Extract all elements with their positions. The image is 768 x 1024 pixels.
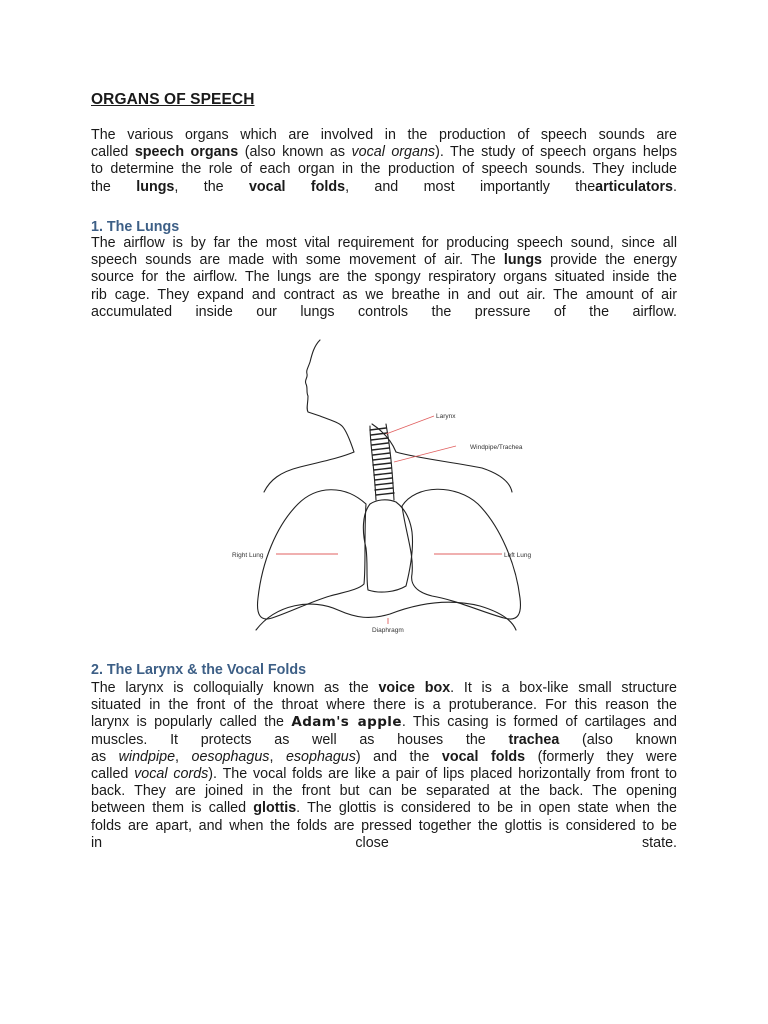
larynx-line-9: folds are apart, and when the folds are pressed together the glottis is considered to be: [91, 817, 677, 834]
lungs-line-4: rib cage. They expand and contract as we breathe in and out air. The amount of air: [91, 286, 677, 303]
label-larynx: Larynx: [436, 413, 456, 420]
term-trachea: trachea: [508, 731, 560, 748]
label-diaphragm: Diaphragm: [372, 627, 404, 634]
right-shoulder: [264, 452, 354, 492]
lungs-line-3: source for the airflow. The lungs are the spongy respiratory organs situated inside the: [91, 269, 677, 286]
label-right-lung: Right Lung: [232, 552, 264, 559]
term-vocal-organs: vocal organs: [351, 144, 436, 161]
larynx-line-3: larynx is popularly called the Adam's apple. This casing is formed of cartilages and: [91, 714, 677, 731]
section-heading-larynx: 2. The Larynx & the Vocal Folds: [91, 662, 307, 678]
larynx-line-5: as windpipe, oesophagus, esophagus) and the vocal folds (formerly they were: [91, 748, 678, 765]
larynx-line-2: situated in the front of the throat where there is a protuberance. For this reason the: [91, 697, 677, 714]
respiratory-diagram: [220, 334, 550, 644]
larynx-line-4: muscles. It protects as well as houses the trachea (also known: [91, 731, 677, 748]
term-esophagus: esophagus: [285, 748, 356, 765]
larynx-line-8: between them is called glottis. The glottis is considered to be in open state when the: [91, 800, 678, 817]
section-heading-lungs: 1. The Lungs: [91, 219, 180, 235]
label-left-lung: Left Lung: [504, 552, 532, 559]
intro-line-1: The various organs which are involved in the production of speech sounds are: [91, 127, 677, 143]
term-articulators: articulators: [595, 178, 674, 195]
left-shoulder: [396, 452, 512, 492]
larynx-paragraph: [91, 680, 677, 852]
lungs-line-1: The airflow is by far the most vital requirement for producing speech sound, since all: [91, 235, 677, 251]
intro-line-2: called speech organs (also known as vocal organs). The study of speech organs helps: [91, 144, 678, 161]
larynx-line-7: back. They are joined in the front but can be separated at the back. The opening: [91, 783, 677, 800]
page-title: ORGANS OF SPEECH: [91, 91, 255, 108]
term-vocal-cords: vocal cords: [134, 766, 209, 783]
heart: [363, 500, 412, 592]
term-adams-apple: Adam's apple: [291, 714, 402, 731]
face-profile: [305, 340, 354, 452]
term-glottis: glottis: [253, 800, 297, 817]
term-lungs-2: lungs: [503, 252, 542, 269]
lungs-line-2: speech sounds are made with some movement of air. The lungs provide the energy: [91, 252, 677, 269]
lungs-paragraph: [91, 235, 677, 321]
trachea-left: [370, 426, 376, 500]
term-lungs: lungs: [136, 178, 175, 195]
term-windpipe: windpipe: [118, 748, 176, 765]
term-speech-organs: speech organs: [134, 144, 239, 161]
lungs-line-5: accumulated inside our lungs controls the pressure of the airflow.: [91, 303, 677, 320]
larynx-line: [386, 416, 434, 434]
term-vocal-folds-2: vocal folds: [441, 748, 526, 765]
intro-line-4: the lungs, the vocal folds, and most importantly thearticulators.: [91, 178, 677, 195]
trachea-rings: [370, 428, 394, 495]
intro-paragraph: [91, 127, 677, 196]
term-voice-box: voice box: [378, 680, 451, 696]
label-trachea: Windpipe/Trachea: [470, 444, 523, 451]
term-vocal-folds: vocal folds: [248, 178, 346, 195]
intro-line-3: to determine the role of each organ in the production of speech sounds. They include: [91, 161, 677, 178]
larynx-line-10: in close state.: [91, 834, 677, 851]
larynx-line-1: The larynx is colloquially known as the voice box. It is a box-like small structure: [91, 680, 677, 696]
term-oesophagus: oesophagus: [191, 748, 270, 765]
larynx-line-6: called vocal cords). The vocal folds are like a pair of lips placed horizontally from front to: [91, 766, 677, 783]
diaphragm: [256, 602, 516, 630]
